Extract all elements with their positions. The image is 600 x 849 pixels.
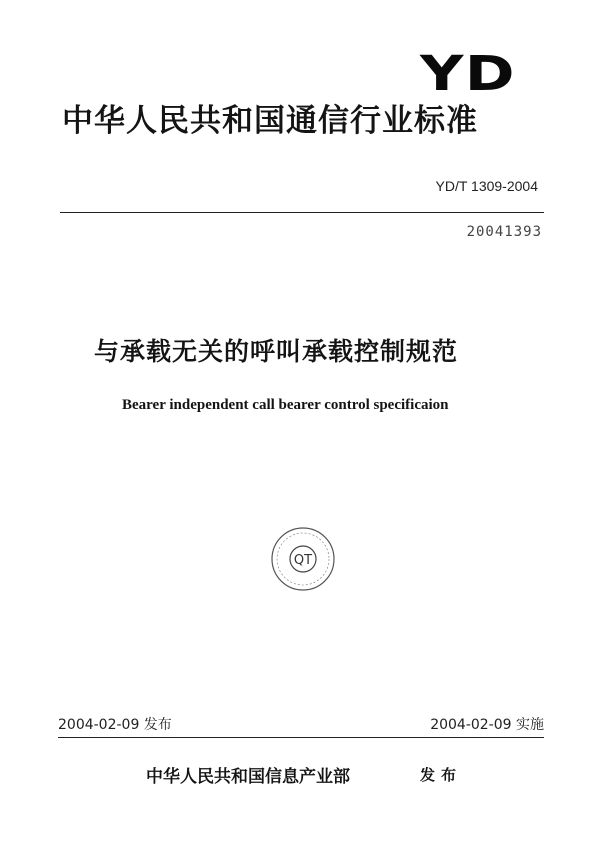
reference-number: 20041393 [466,224,542,240]
issue-date: 2004-02-09 发布 [58,717,172,733]
issuing-authority: 中华人民共和国信息产业部 [146,767,350,787]
issued-label: 发布 [420,766,463,784]
footer-divider [58,737,544,738]
industry-standard-heading: 中华人民共和国通信行业标准 [62,103,478,139]
stamp-seal-icon [270,526,336,592]
implementation-date: 2004-02-09 实施 [430,717,544,733]
document-title-english: Bearer independent call bearer control specificaion [122,397,449,413]
stamp-center-text: QT [293,553,313,568]
document-title-chinese: 与承载无关的呼叫承载控制规范 [94,337,459,366]
yd-logo: YD [420,46,516,102]
header-divider [60,212,544,213]
standard-number: YD/T 1309-2004 [435,178,538,194]
